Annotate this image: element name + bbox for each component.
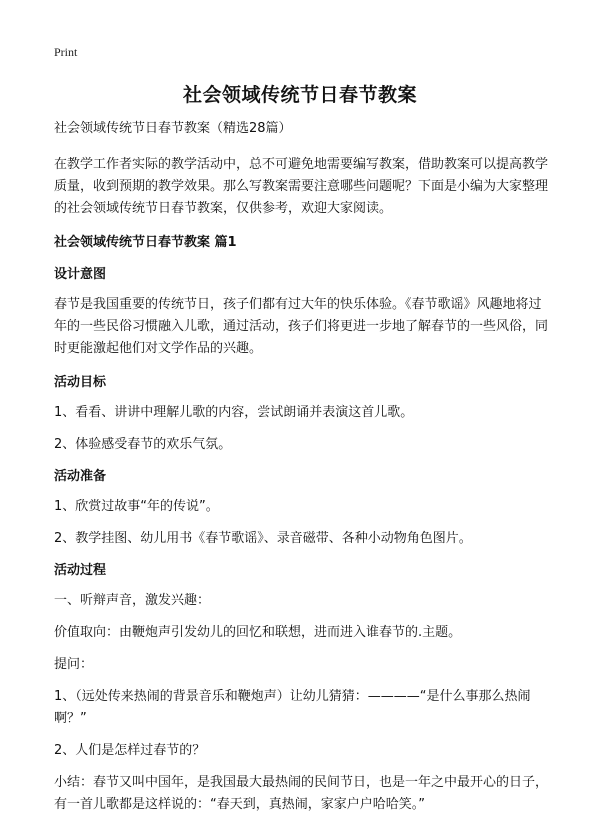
goals-heading: 活动目标 [54, 375, 107, 390]
process-step-1: 一、听辩声音，激发兴趣： [54, 593, 211, 608]
design-paragraph: 春节是我国重要的传统节日，孩子们都有过大年的快乐体验。《春节歌谣》风趣地将过年的一些民俗习惯融入儿歌，通过活动，孩子们将更进一步地了解春节的一些风俗，同时更能激起他们对文学作品的兴趣。 [54, 297, 549, 356]
document-subtitle: 社会领域传统节日春节教案（精选28篇） [54, 121, 292, 136]
ask-label: 提问： [54, 657, 94, 672]
print-label: Print [54, 45, 78, 59]
document-body [54, 118, 554, 826]
goal-item-1: 1、看看、讲讲中理解儿歌的内容，尝试朗诵并表演这首儿歌。 [54, 405, 414, 420]
prep-item-1: 1、欣赏过故事“年的传说”。 [54, 499, 219, 514]
part-heading: 社会领域传统节日春节教案 篇1 [54, 235, 237, 250]
design-heading: 设计意图 [54, 267, 107, 282]
goal-item-2: 2、体验感受春节的欢乐气氛。 [54, 437, 232, 452]
prep-item-2: 2、教学挂图、幼儿用书《春节歌谣》、录音磁带、各种小动物角色图片。 [54, 531, 472, 546]
question-1: 1、（远处传来热闹的背景音乐和鞭炮声）让幼儿猜猜：————“是什么事那么热闹啊？” [54, 689, 531, 726]
summary-paragraph: 小结：春节又叫中国年，是我国最大最热闹的民间节日，也是一年之中最开心的日子，有一首儿歌都是这样说的：“春天到，真热闹，家家户户哈哈笑。” [54, 775, 549, 812]
question-2: 2、人们是怎样过春节的？ [54, 743, 206, 758]
process-heading: 活动过程 [54, 563, 107, 578]
intro-paragraph: 在教学工作者实际的教学活动中，总不可避免地需要编写教案，借助教案可以提高教学质量，收到预期的教学效果。那么写教案需要注意哪些问题呢？下面是小编为大家整理的社会领域传统节日春节教案，仅供参考，欢迎大家阅读。 [54, 157, 549, 216]
prep-heading: 活动准备 [54, 469, 107, 484]
value-orientation: 价值取向：由鞭炮声引发幼儿的回忆和联想，进而进入谁春节的.主题。 [54, 625, 462, 640]
document-title: 社会领域传统节日春节教案 [182, 84, 417, 106]
